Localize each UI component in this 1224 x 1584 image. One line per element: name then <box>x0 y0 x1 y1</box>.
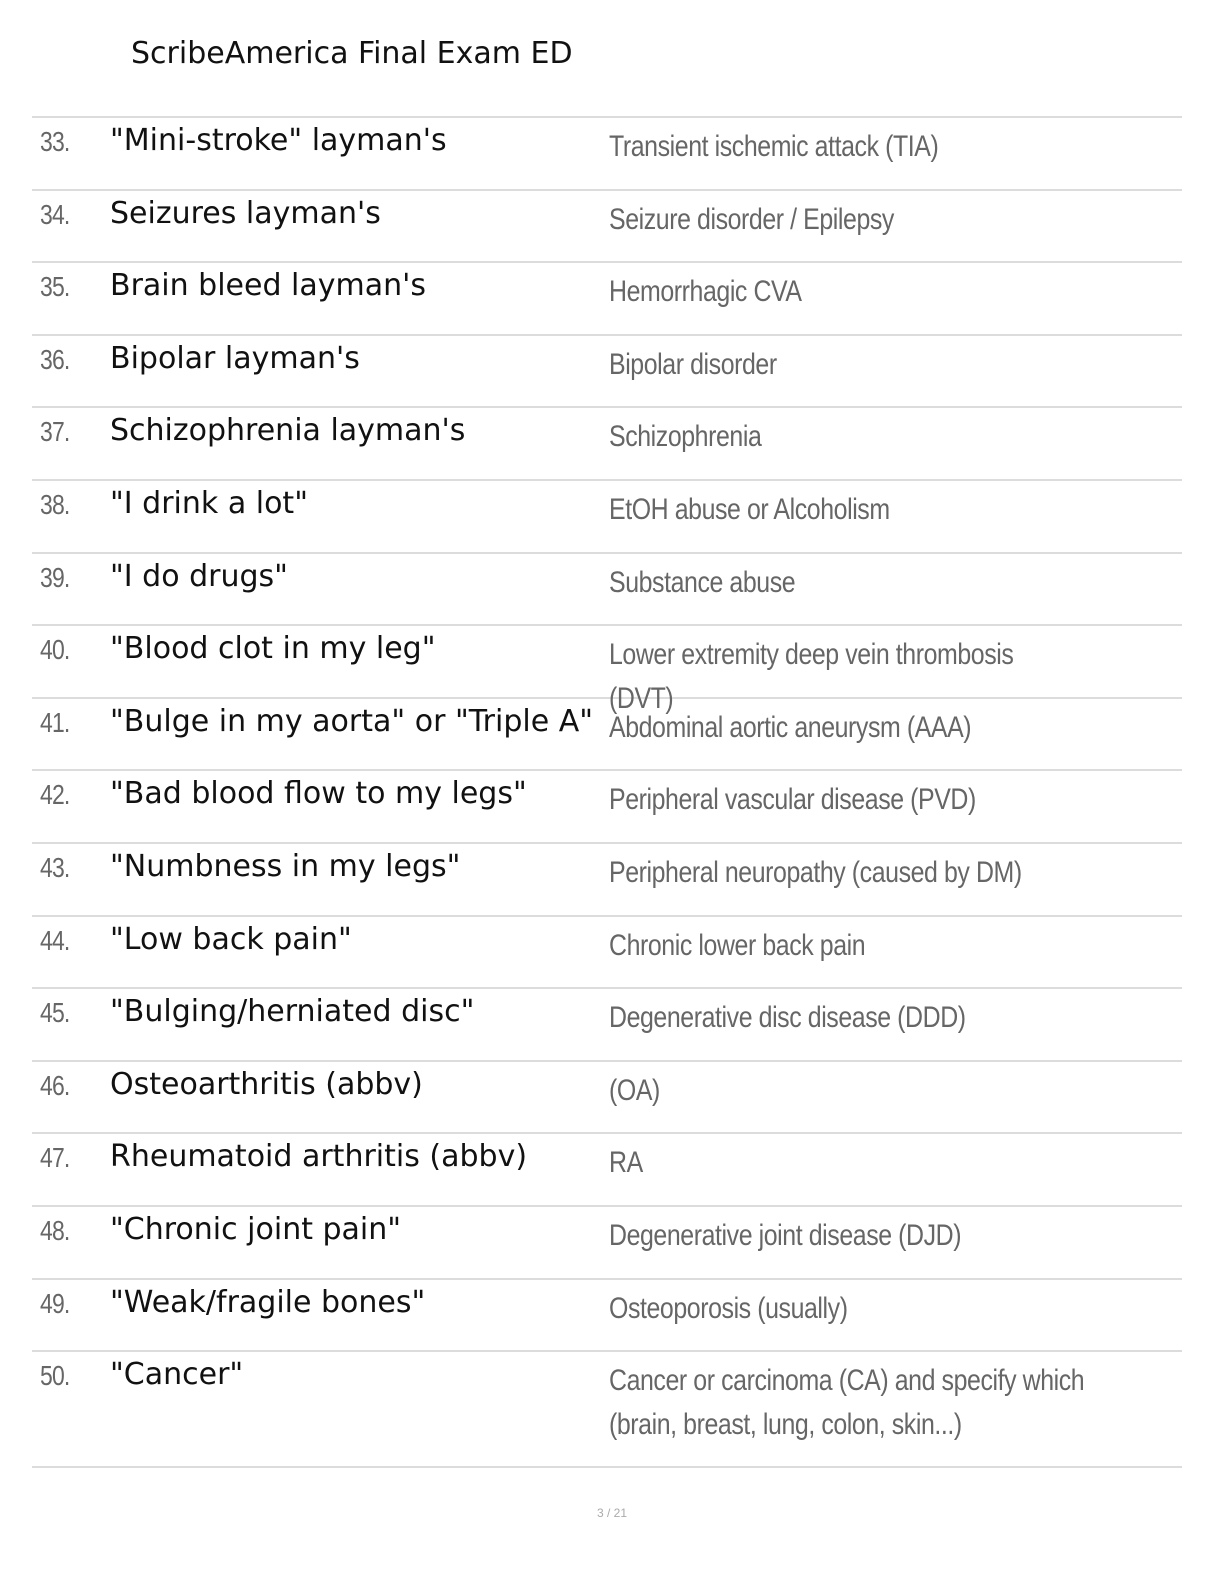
row-term: "I do drugs" <box>110 558 288 594</box>
table-row <box>32 1352 1182 1468</box>
row-answer: (OA) <box>609 1073 660 1107</box>
table-row <box>32 554 1182 627</box>
row-answer: Degenerative joint disease (DJD) <box>609 1218 962 1252</box>
page-title: ScribeAmerica Final Exam ED <box>131 36 573 71</box>
row-answer: Bipolar disorder <box>609 347 777 381</box>
row-term: "Cancer" <box>110 1357 244 1393</box>
row-answer: Abdominal aortic aneurysm (AAA) <box>609 710 972 744</box>
row-number: 40. <box>40 634 70 666</box>
row-number: 34. <box>40 198 70 230</box>
row-term: Seizures layman's <box>110 195 381 231</box>
table-row <box>32 481 1182 554</box>
table-row <box>32 408 1182 481</box>
table-row <box>32 1280 1182 1353</box>
row-number: 48. <box>40 1214 70 1246</box>
row-number: 46. <box>40 1069 70 1101</box>
table-row <box>32 1062 1182 1135</box>
row-answer: Schizophrenia <box>609 420 762 454</box>
table-row <box>32 771 1182 844</box>
table-row <box>32 1207 1182 1280</box>
table-row <box>32 626 1182 716</box>
table-row <box>32 1134 1182 1207</box>
table-row <box>32 699 1182 772</box>
row-term: "Low back pain" <box>110 921 352 957</box>
row-answer: Osteoporosis (usually) <box>609 1291 848 1325</box>
row-term: "Numbness in my legs" <box>110 848 461 884</box>
row-number: 33. <box>40 126 70 157</box>
flashcard-table <box>32 116 1182 1468</box>
table-row <box>32 118 1182 191</box>
row-term: "I drink a lot" <box>110 485 308 521</box>
row-answer: Chronic lower back pain <box>609 928 866 962</box>
row-term: Rheumatoid arthritis (abbv) <box>110 1139 528 1175</box>
row-answer: Hemorrhagic CVA <box>609 275 802 309</box>
row-answer: Degenerative disc disease (DDD) <box>609 1001 966 1035</box>
row-number: 35. <box>40 271 70 303</box>
row-answer: Substance abuse <box>609 565 796 599</box>
row-answer: Transient ischemic attack (TIA) <box>609 130 939 163</box>
row-term: Brain bleed layman's <box>110 268 427 304</box>
row-number: 47. <box>40 1142 70 1174</box>
table-row <box>32 989 1182 1062</box>
table-row <box>32 263 1182 336</box>
row-number: 45. <box>40 997 70 1029</box>
row-number: 44. <box>40 924 70 956</box>
page-number: 3 / 21 <box>596 1506 628 1520</box>
table-row <box>32 191 1182 264</box>
row-number: 39. <box>40 561 70 593</box>
row-term: "Weak/fragile bones" <box>110 1284 426 1320</box>
row-term: "Mini-stroke" layman's <box>110 123 447 158</box>
row-answer: Lower extremity deep vein thrombosis (DVT) <box>609 638 1014 716</box>
row-term: "Bad blood flow to my legs" <box>110 776 527 812</box>
row-answer: EtOH abuse or Alcoholism <box>609 492 890 526</box>
row-answer: Cancer or carcinoma (CA) and specify which (brain, breast, lung, colon, skin...) <box>609 1364 1085 1442</box>
row-term: Bipolar layman's <box>110 340 360 376</box>
row-number: 38. <box>40 488 70 520</box>
row-term: Schizophrenia layman's <box>110 413 466 449</box>
row-number: 41. <box>40 706 70 738</box>
row-answer: Peripheral vascular disease (PVD) <box>609 783 976 817</box>
row-term: Osteoarthritis (abbv) <box>110 1066 423 1102</box>
row-number: 43. <box>40 851 70 883</box>
row-answer: RA <box>609 1146 643 1180</box>
row-number: 36. <box>40 343 70 375</box>
row-term: "Chronic joint pain" <box>110 1211 402 1247</box>
row-number: 37. <box>40 416 70 448</box>
row-term: "Bulge in my aorta" or "Triple A" <box>110 703 594 739</box>
row-term: "Bulging/herniated disc" <box>110 994 475 1030</box>
row-answer: Peripheral neuropathy (caused by DM) <box>609 855 1022 889</box>
table-row <box>32 917 1182 990</box>
table-row <box>32 336 1182 409</box>
row-number: 50. <box>40 1360 70 1392</box>
table-row <box>32 844 1182 917</box>
row-number: 42. <box>40 779 70 811</box>
row-answer: Seizure disorder / Epilepsy <box>609 202 894 236</box>
row-number: 49. <box>40 1287 70 1319</box>
row-term: "Blood clot in my leg" <box>110 631 436 667</box>
